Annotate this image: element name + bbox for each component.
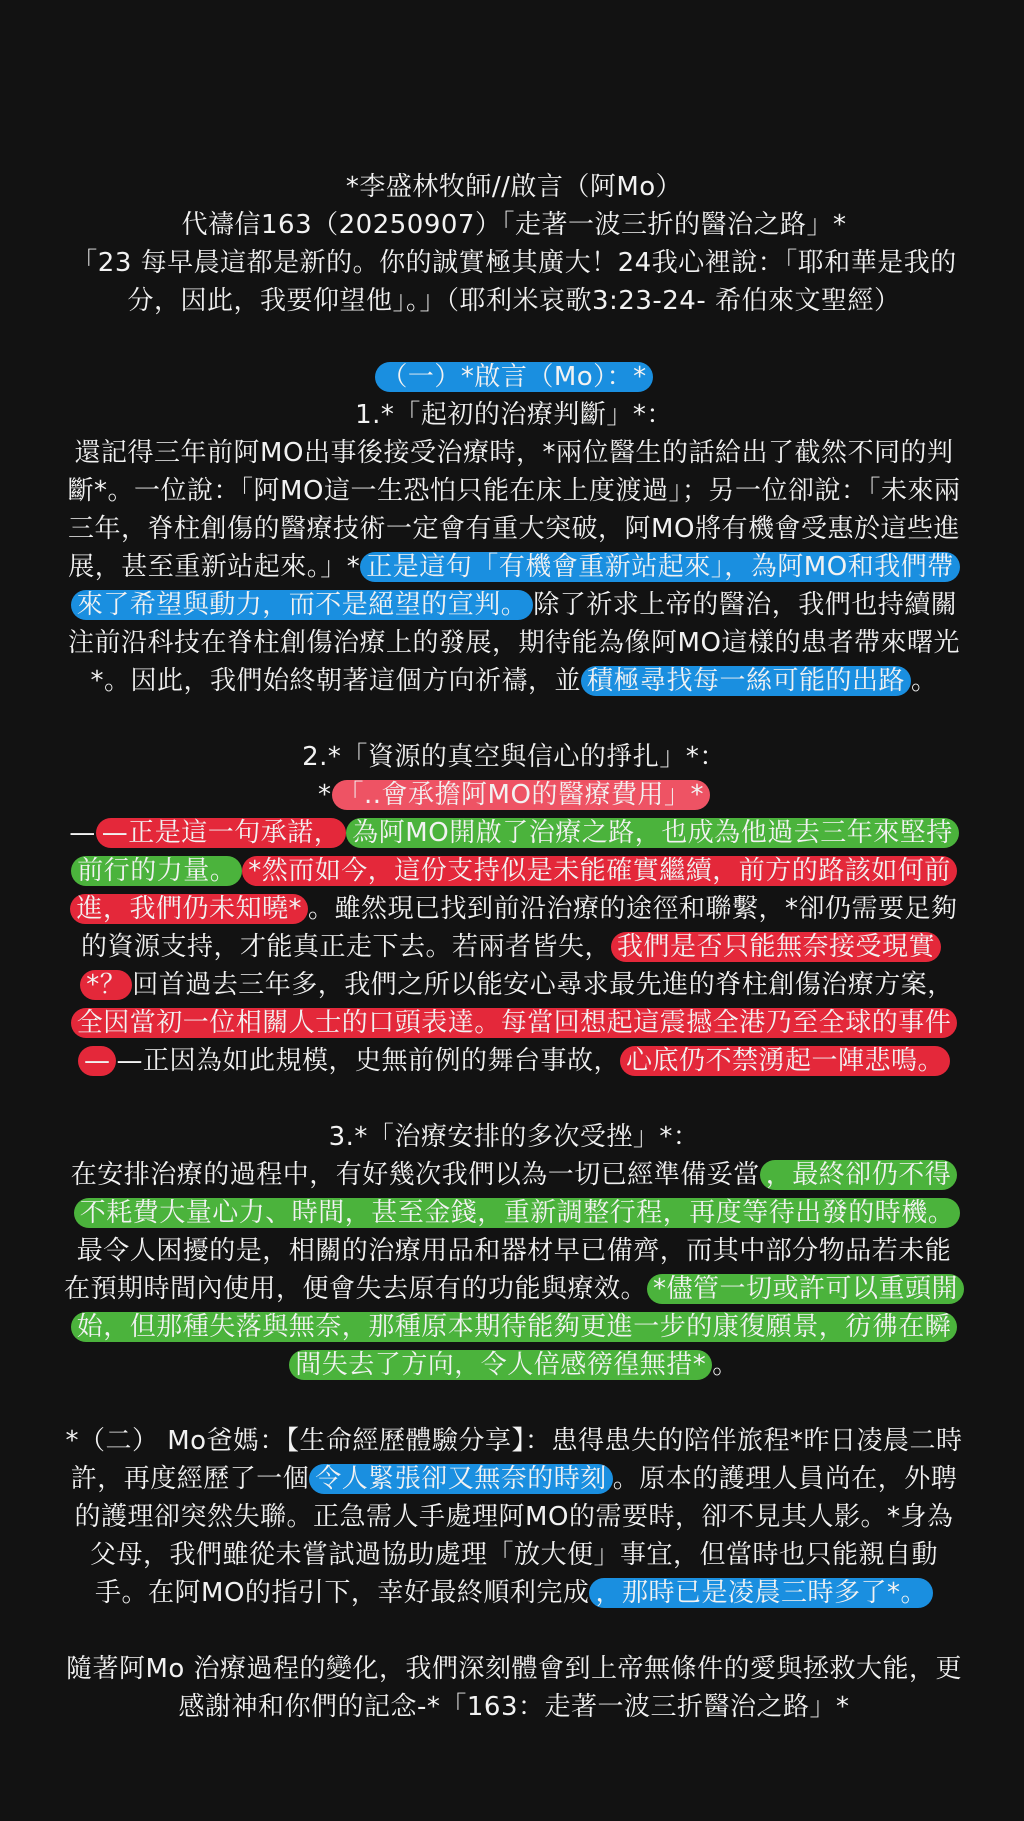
text-segment: 還記得三年前阿MO出事後接受治療時，*兩位醫生的話給出了截然不同的判斷*。一位說：「阿MO這一生恐怕只能在床上度渡過」；另一位卻說：「未來兩三年，脊柱創傷的醫療技術一定會有重大突破，阿MO將有機會受惠於這些進展，甚至重新站起來。」* [67, 438, 961, 582]
blue-highlighted-text: （一）*啟言（Mo）：* [375, 362, 652, 392]
paragraph-2 [64, 776, 964, 1080]
text-segment: 。 [911, 666, 938, 696]
red-highlighted-text: —正是這一句承諾， [96, 818, 347, 848]
subheading-3 [64, 1118, 964, 1156]
paragraph-spacer [64, 1612, 964, 1650]
text-segment: 「23 每早晨這都是新的。你的誠實極其廣大！24我心裡說：「耶和華是我的分，因此，我要仰望他」。」（耶利米哀歌3:23-24- 希伯來文聖經） [71, 248, 957, 316]
paragraph-spacer [64, 320, 964, 358]
paragraph-spacer [64, 1080, 964, 1118]
section-title-1 [64, 358, 964, 396]
text-segment: * [318, 780, 332, 810]
text-segment: 。雖然現已找到前沿治療的途徑和聯繫，*卻仍需要足夠的資源支持，才能真正走下去。若兩者皆失， [80, 894, 958, 962]
text-segment: *（二） Mo爸媽：【生命經歷體驗分享】：患得患失的陪伴旅程*昨日凌晨二時許，再度經歷了一個 [65, 1426, 963, 1494]
prayer-letter-document [64, 168, 964, 1726]
paragraph-spacer [64, 700, 964, 738]
red-highlighted-text: 全因當初一位相關人士的口頭表達。每當回想起這震撼全港乃至全球的事件— [71, 1008, 958, 1076]
paragraph-spacer [64, 1384, 964, 1422]
subheading-1 [64, 396, 964, 434]
text-segment: 3.*「治療安排的多次受挫」*： [328, 1122, 700, 1152]
green-highlighted-text: *儘管一切或許可以重頭開始，但那種失落與無奈，那種原本期待能夠更進一步的康復願景，彷彿在瞬間失去了方向，令人倍感徬徨無措* [71, 1274, 964, 1380]
blue-highlighted-text: 正是這句「有機會重新站起來」，為阿MO和我們帶來了希望與動力，而不是絕望的宣判。 [71, 552, 960, 620]
text-segment: —正因為如此規模，史無前例的舞台事故， [116, 1046, 620, 1076]
text-segment: *李盛林牧師//啟言（阿Mo） [345, 172, 683, 202]
text-segment: 代禱信163（20250907）「走著一波三折的醫治之路」* [181, 210, 847, 240]
heading-block [64, 168, 964, 320]
blue-highlighted-text: ，那時已是凌晨三時多了*。 [589, 1578, 933, 1608]
text-segment: 2.*「資源的真空與信心的掙扎」*： [302, 742, 726, 772]
pink-highlighted-text: 「..會承擔阿MO的醫療費用」* [332, 780, 710, 810]
green-highlighted-text: 為阿MO開啟了治療之路，也成為他過去三年來堅持前行的力量。 [71, 818, 958, 886]
text-segment: 除了祈求上帝的醫治，我們也持續關注前沿科技在脊柱創傷治療上的發展，期待能為像阿MO這樣的患者帶來曙光*。因此，我們始終朝著這個方向祈禱，並 [68, 590, 960, 696]
blue-highlighted-text: 積極尋找每一絲可能的出路 [581, 666, 911, 696]
closing-paragraph [64, 1650, 964, 1726]
text-segment: 在安排治療的過程中，有好幾次我們以為一切已經準備妥當 [70, 1160, 760, 1190]
text-segment: 最令人困擾的是，相關的治療用品和器材早已備齊，而其中部分物品若未能在預期時間內使用，便會失去原有的功能與療效。 [64, 1236, 952, 1304]
text-segment: — [69, 818, 96, 848]
text-segment: 。 [712, 1350, 739, 1380]
green-highlighted-text: ，最終卻仍不得不耗費大量心力、時間，甚至金錢，重新調整行程，再度等待出發的時機。 [74, 1160, 961, 1228]
text-segment: 回首過去三年多，我們之所以能安心尋求最先進的脊柱創傷治療方案， [132, 970, 954, 1000]
red-highlighted-text: 心底仍不禁湧起一陣悲鳴。 [620, 1046, 950, 1076]
section-2-paragraph [64, 1422, 964, 1612]
blue-highlighted-text: 令人緊張卻又無奈的時刻 [309, 1464, 613, 1494]
text-segment: 1.*「起初的治療判斷」*： [355, 400, 673, 430]
text-segment: 隨著阿Mo 治療過程的變化，我們深刻體會到上帝無條件的愛與拯救大能，更感謝神和你們的記念-*「163：走著一波三折醫治之路」* [65, 1654, 963, 1722]
paragraph-3 [64, 1156, 964, 1384]
paragraph-1 [64, 434, 964, 700]
red-highlighted-text: 我們是否只能無奈接受現實*？ [80, 932, 941, 1000]
text-segment: 。原本的護理人員尚在，外聘的護理卻突然失聯。正急需人手處理阿MO的需要時，卻不見其人影。*身為父母，我們雖從未嘗試過協助處理「放大便」事宜，但當時也只能親自動手。在阿MO的指引下，幸好最終順利完成 [74, 1464, 958, 1608]
red-highlighted-text: *然而如今，這份支持似是未能確實繼續，前方的路該如何前進，我們仍未知曉* [70, 856, 956, 924]
subheading-2 [64, 738, 964, 776]
